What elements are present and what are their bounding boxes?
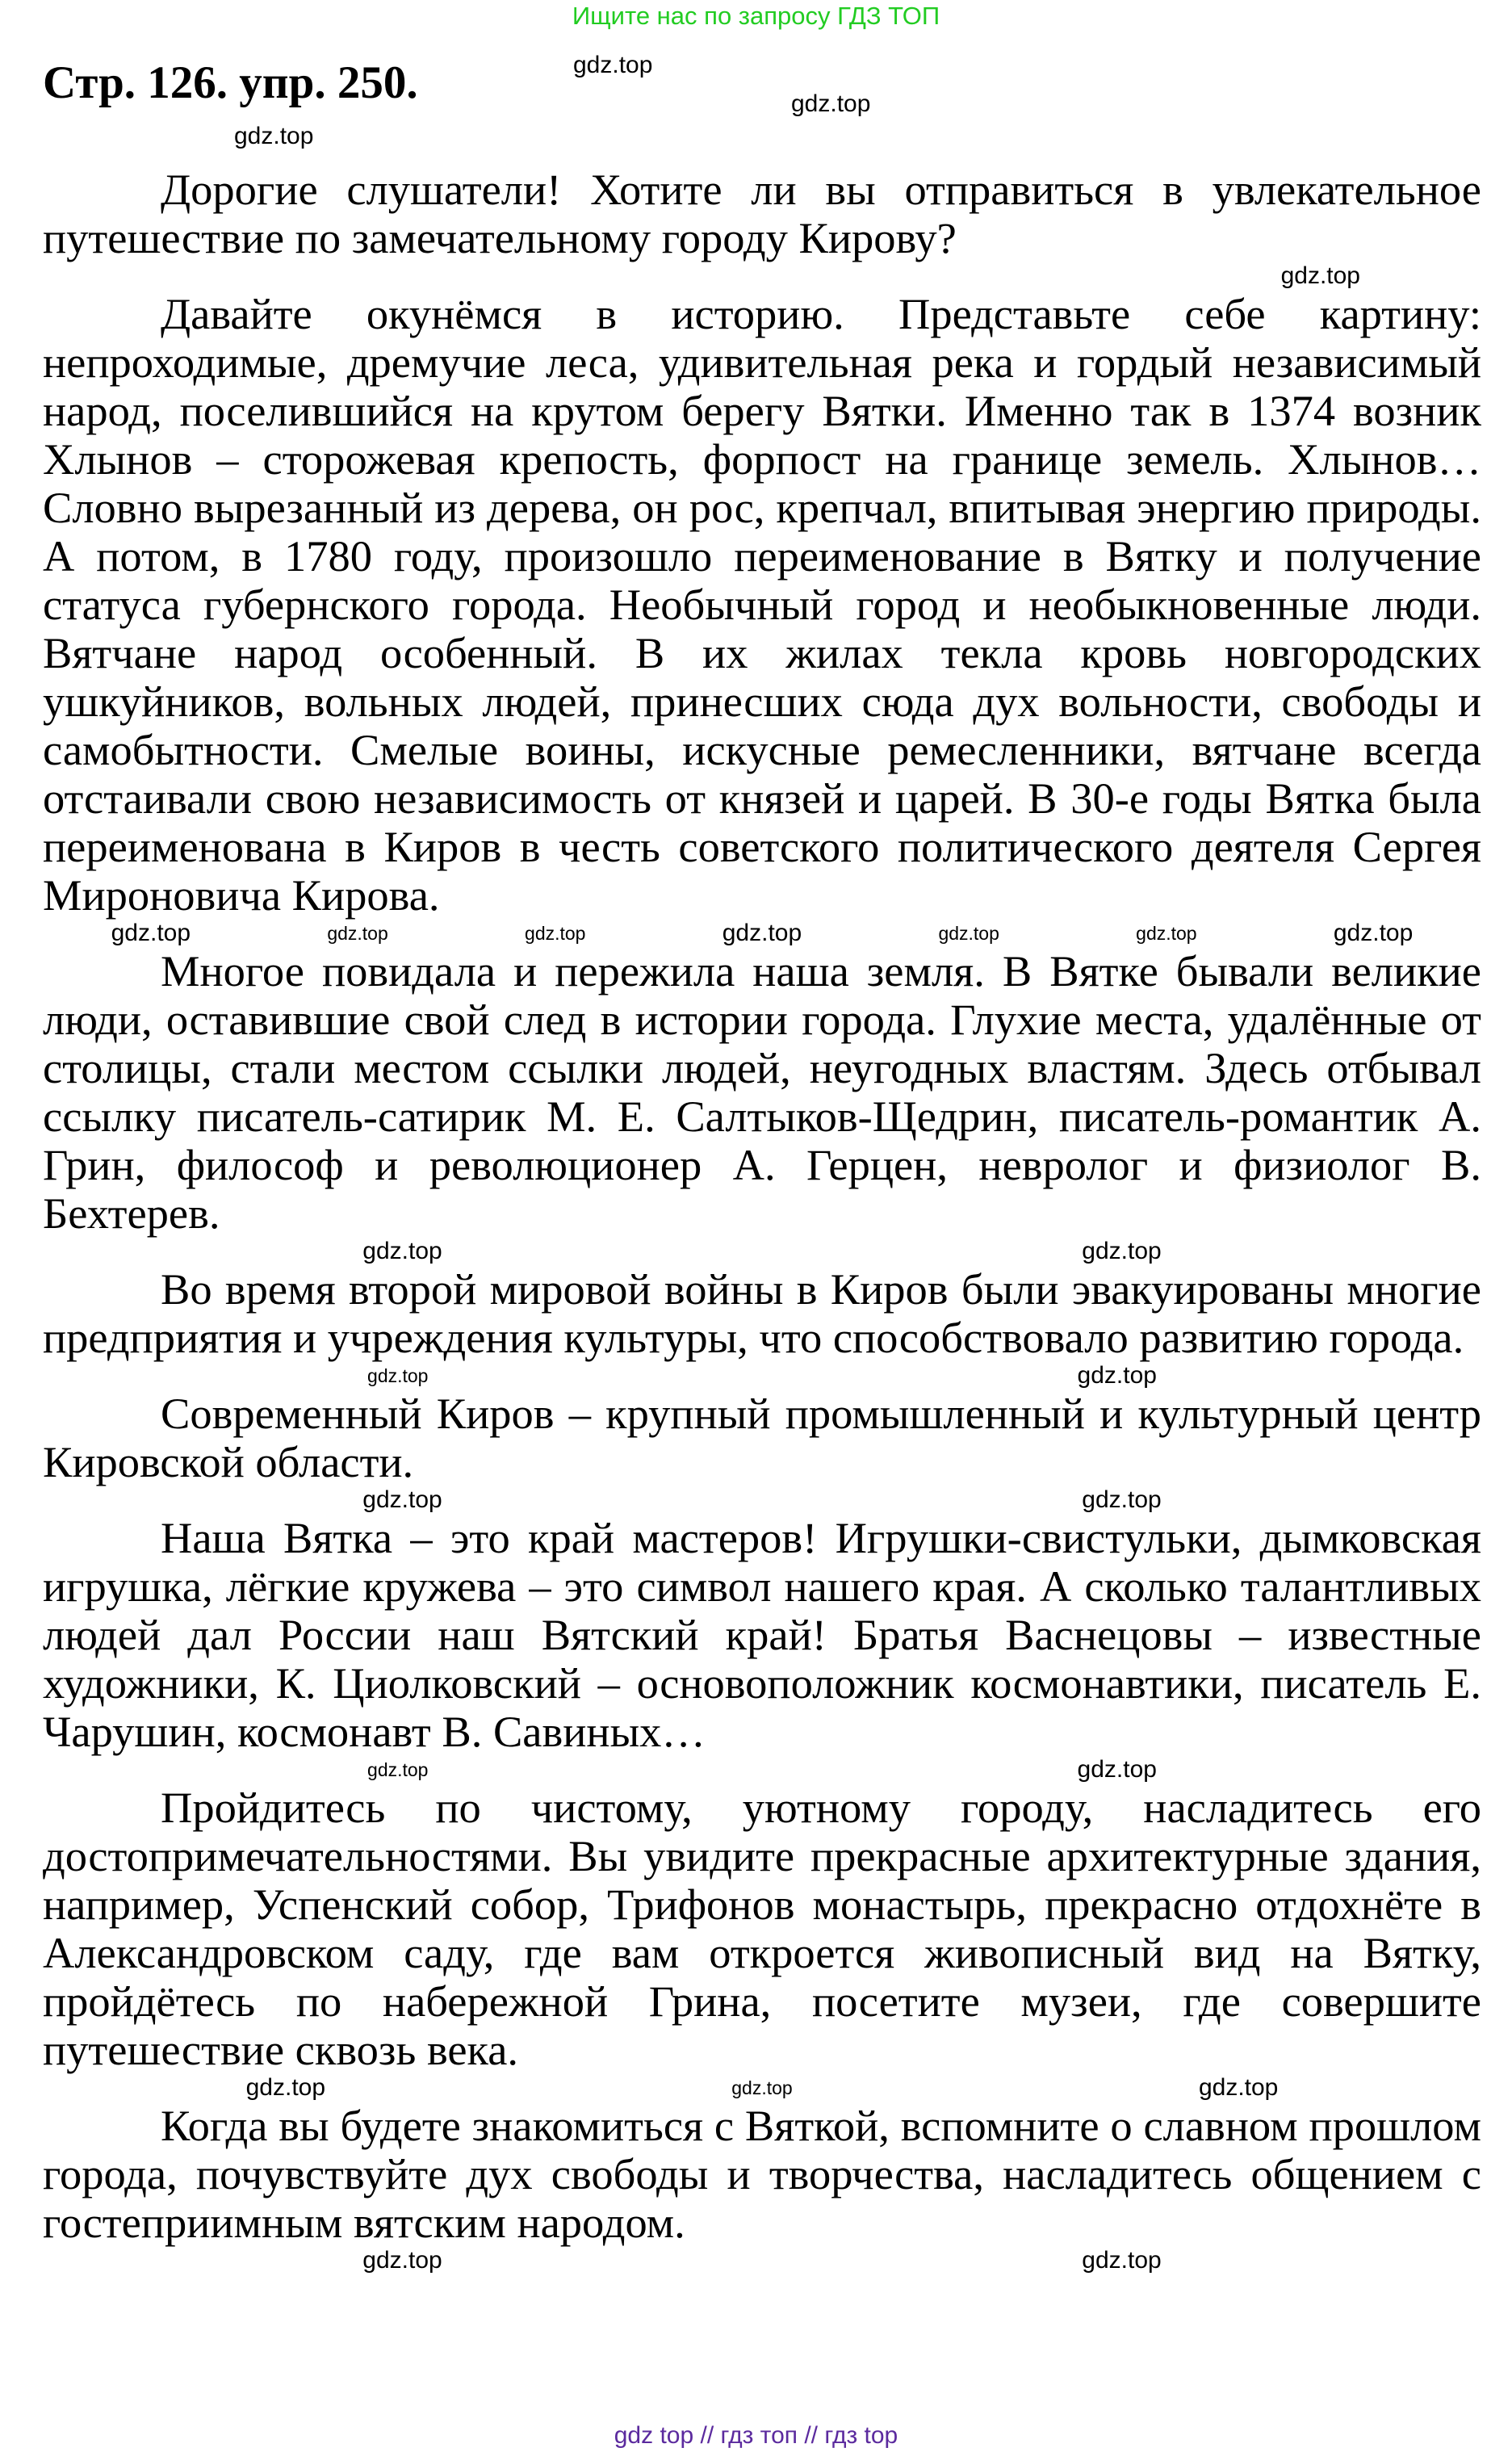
watermark: gdz.top [1333, 920, 1414, 946]
watermark-row [43, 1362, 1481, 1389]
watermark: gdz.top [367, 1759, 429, 1780]
watermark: gdz.top [1082, 1238, 1162, 1264]
paragraph: Дорогие слушатели! Хотите ли вы отправиться в увлекательное путешествие по замечательному городу Кирову? [43, 165, 1481, 262]
watermark: gdz.top [1280, 262, 1360, 289]
paragraph: Давайте окунёмся в историю. Представьте себе картину: непроходимые, дремучие леса, удивительная река и гордый независимый народ, поселившийся на крутом берегу Вятки. Именно так в 1374 возник Хлынов – сторожевая крепость, форпост на границе земель. Хлынов… Словно вырезанный из дерева, он рос, крепчал, впитывая энергию природы. А потом, в 1780 году, произошло переименование в Вятку и получение статуса губернского города. Необычный город и необыкновенные люди. Вятчане народ особенный. В их жилах текла кровь новгородских ушкуйников, вольных людей, принесших сюда дух вольности, свободы и самобытности. Смелые воины, искусные ремесленники, вятчане всегда отстаивали свою независимость от князей и царей. В 30-е годы Вятка была переименована в Киров в честь советского политического деятеля Сергея Мироновича Кирова. [43, 289, 1481, 920]
watermark-row [43, 262, 1481, 290]
page-title: Стр. 126. упр. 250. [43, 57, 418, 108]
watermark-row [43, 1756, 1481, 1783]
watermark: gdz.top [245, 2074, 326, 2101]
watermark: gdz.top [938, 923, 999, 944]
watermark-row [43, 1486, 1481, 1514]
watermark: gdz.top [573, 52, 653, 78]
watermark: gdz.top [327, 923, 388, 944]
watermark: gdz.top [731, 2077, 793, 2098]
watermark: gdz.top [367, 1365, 429, 1386]
watermark-row [43, 2074, 1481, 2102]
watermark: gdz.top [1136, 923, 1197, 944]
paragraph: Пройдитесь по чистому, уютному городу, насладитесь его достопримечательностями. Вы увидите прекрасные архитектурные здания, например, Успенский собор, Трифонов монастырь, прекрасно отдохнёте в Александровском саду, где вам откроется живописный вид на Вятку, пройдётесь по набережной Грина, посетите музеи, где совершите путешествие сквозь века. [43, 1783, 1481, 2074]
paragraph: Многое повидала и пережила наша земля. В Вятке бывали великие люди, оставившие свой след в истории города. Глухие места, удалённые от столицы, стали местом ссылки людей, неугодных властям. Здесь отбывал ссылку писатель-сатирик М. Е. Салтыков-Щедрин, писатель-романтик А. Грин, философ и революционер А. Герцен, невролог и физиолог В. Бехтерев. [43, 946, 1481, 1238]
watermark-row [43, 1238, 1481, 1265]
watermark-row [43, 2247, 1481, 2274]
paragraph: Наша Вятка – это край мастеров! Игрушки-свистульки, дымковская игрушка, лёгкие кружева – это символ нашего края. А сколько талантливых людей дал России наш Вятский край! Братья Васнецовы – известные художники, К. Циолковский – основоположник космонавтики, писатель Е. Чарушин, космонавт В. Савиных… [43, 1513, 1481, 1756]
paragraph: Современный Киров – крупный промышленный и культурный центр Кировской области. [43, 1389, 1481, 1486]
watermark: gdz.top [791, 90, 871, 117]
paragraph: Во время второй мировой войны в Киров были эвакуированы многие предприятия и учреждения культуры, что способствовало развитию города. [43, 1264, 1481, 1362]
watermark-row [43, 920, 1481, 947]
watermark: gdz.top [362, 2247, 442, 2274]
watermark: gdz.top [1077, 1756, 1157, 1783]
footer-links[interactable]: gdz top // гдз топ // гдз top [614, 2422, 898, 2449]
watermark: gdz.top [234, 123, 314, 149]
paragraph: Когда вы будете знакомиться с Вяткой, вспомните о славном прошлом города, почувствуйте дух свободы и творчества, насладитесь общением с гостеприимным вятским народом. [43, 2101, 1481, 2247]
watermark: gdz.top [1082, 1486, 1162, 1513]
watermark: gdz.top [1077, 1362, 1157, 1389]
essay-text [43, 166, 1481, 2274]
top-banner[interactable]: Ищите нас по запросу ГДЗ ТОП [572, 2, 940, 30]
watermark: gdz.top [111, 920, 191, 946]
watermark: gdz.top [525, 923, 586, 944]
watermark: gdz.top [362, 1486, 442, 1513]
watermark: gdz.top [362, 1238, 442, 1264]
watermark: gdz.top [722, 920, 802, 946]
watermark: gdz.top [1198, 2074, 1279, 2101]
watermark: gdz.top [1082, 2247, 1162, 2274]
